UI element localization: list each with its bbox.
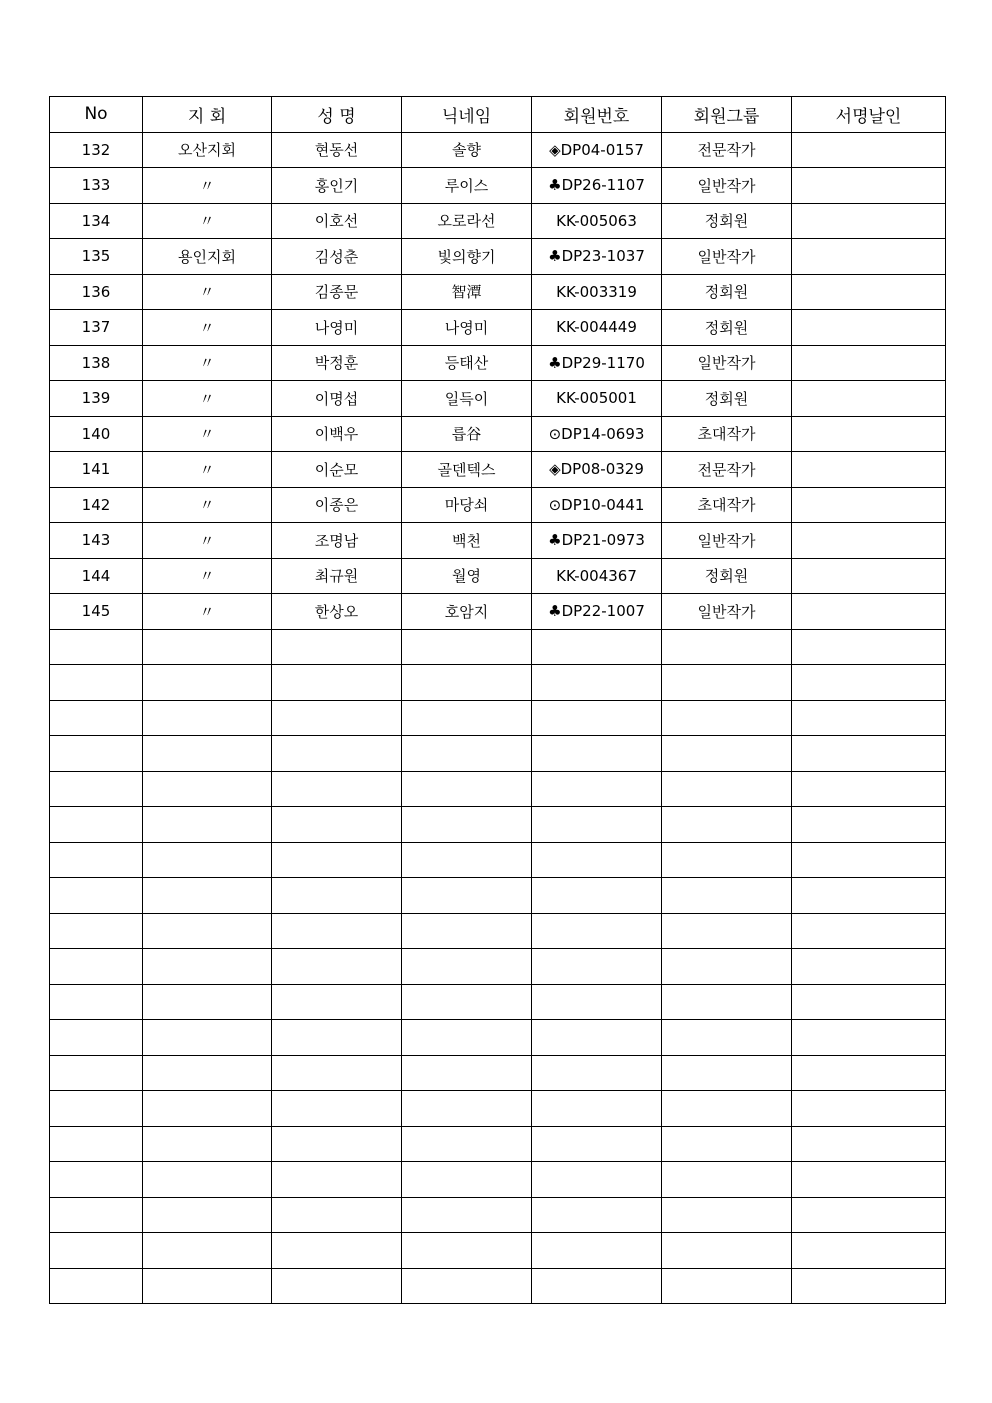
cell-nickname: 智潭: [402, 274, 532, 310]
cell-member-group: [662, 949, 792, 985]
cell-member-group: 정회원: [662, 203, 792, 239]
cell-member-group: [662, 913, 792, 949]
cell-branch: [143, 842, 272, 878]
table-row: [50, 771, 946, 807]
cell-member-id: [532, 984, 662, 1020]
cell-name: [272, 700, 402, 736]
cell-nickname: [402, 736, 532, 772]
cell-branch: 오산지회: [143, 132, 272, 168]
cell-member-group: [662, 1126, 792, 1162]
cell-member-id: ♣DP22-1007: [532, 594, 662, 630]
table-row: [50, 523, 946, 559]
cell-signature: [792, 700, 946, 736]
cell-nickname: [402, 665, 532, 701]
cell-branch: 〃: [143, 168, 272, 204]
cell-nickname: 빛의향기: [402, 239, 532, 275]
header-member-group: 회원그룹: [662, 97, 792, 133]
table-row: [50, 168, 946, 204]
cell-name: 이순모: [272, 452, 402, 488]
cell-nickname: [402, 1162, 532, 1198]
cell-nickname: [402, 1091, 532, 1127]
cell-member-group: [662, 700, 792, 736]
cell-branch: [143, 700, 272, 736]
cell-signature: [792, 523, 946, 559]
cell-branch: 〃: [143, 487, 272, 523]
cell-member-id: KK-005001: [532, 381, 662, 417]
header-nickname: 닉네임: [402, 97, 532, 133]
cell-no: [50, 807, 143, 843]
cell-branch: 〃: [143, 274, 272, 310]
cell-no: [50, 629, 143, 665]
cell-nickname: 일득이: [402, 381, 532, 417]
cell-member-id: [532, 949, 662, 985]
cell-member-group: [662, 1091, 792, 1127]
cell-member-id: KK-004367: [532, 558, 662, 594]
cell-nickname: 호암지: [402, 594, 532, 630]
cell-nickname: [402, 913, 532, 949]
table-row: [50, 807, 946, 843]
cell-member-group: [662, 1233, 792, 1269]
cell-nickname: [402, 771, 532, 807]
cell-signature: [792, 842, 946, 878]
cell-member-group: [662, 771, 792, 807]
table-row: [50, 452, 946, 488]
table-row: [50, 345, 946, 381]
cell-signature: [792, 274, 946, 310]
cell-name: [272, 771, 402, 807]
cell-no: 137: [50, 310, 143, 346]
cell-member-id: [532, 807, 662, 843]
cell-branch: [143, 736, 272, 772]
cell-nickname: 솔향: [402, 132, 532, 168]
cell-signature: [792, 203, 946, 239]
header-row: [50, 97, 946, 133]
cell-member-id: [532, 1233, 662, 1269]
cell-member-id: [532, 913, 662, 949]
cell-branch: [143, 1091, 272, 1127]
cell-nickname: [402, 949, 532, 985]
cell-member-id: [532, 665, 662, 701]
cell-signature: [792, 1055, 946, 1091]
cell-no: [50, 1055, 143, 1091]
cell-signature: [792, 168, 946, 204]
cell-member-group: 정회원: [662, 274, 792, 310]
cell-member-id: [532, 1020, 662, 1056]
cell-branch: 〃: [143, 381, 272, 417]
cell-branch: [143, 1268, 272, 1304]
cell-member-id: [532, 842, 662, 878]
table-row: [50, 558, 946, 594]
cell-name: 김종문: [272, 274, 402, 310]
cell-branch: 〃: [143, 452, 272, 488]
cell-signature: [792, 381, 946, 417]
cell-signature: [792, 665, 946, 701]
cell-name: [272, 842, 402, 878]
cell-member-group: [662, 842, 792, 878]
cell-nickname: [402, 700, 532, 736]
cell-branch: 〃: [143, 523, 272, 559]
cell-nickname: [402, 842, 532, 878]
cell-nickname: 월영: [402, 558, 532, 594]
cell-branch: [143, 1197, 272, 1233]
cell-signature: [792, 558, 946, 594]
cell-name: 홍인기: [272, 168, 402, 204]
cell-member-group: 일반작가: [662, 523, 792, 559]
cell-member-id: [532, 771, 662, 807]
cell-signature: [792, 310, 946, 346]
cell-nickname: [402, 629, 532, 665]
cell-no: [50, 1268, 143, 1304]
cell-no: [50, 736, 143, 772]
cell-signature: [792, 807, 946, 843]
cell-signature: [792, 1020, 946, 1056]
cell-member-group: [662, 1268, 792, 1304]
cell-member-id: ♣DP21-0973: [532, 523, 662, 559]
cell-no: 141: [50, 452, 143, 488]
cell-branch: [143, 878, 272, 914]
cell-branch: [143, 949, 272, 985]
cell-no: [50, 878, 143, 914]
cell-branch: 〃: [143, 345, 272, 381]
cell-nickname: 백천: [402, 523, 532, 559]
cell-no: 144: [50, 558, 143, 594]
cell-signature: [792, 878, 946, 914]
cell-member-id: ⊙DP14-0693: [532, 416, 662, 452]
cell-branch: 〃: [143, 416, 272, 452]
cell-name: [272, 1055, 402, 1091]
cell-branch: [143, 1055, 272, 1091]
table-row: [50, 700, 946, 736]
cell-nickname: 릅谷: [402, 416, 532, 452]
cell-member-group: 일반작가: [662, 168, 792, 204]
cell-branch: [143, 1162, 272, 1198]
cell-nickname: 골덴텍스: [402, 452, 532, 488]
cell-signature: [792, 345, 946, 381]
table-row: [50, 1268, 946, 1304]
cell-name: 최규원: [272, 558, 402, 594]
cell-name: [272, 984, 402, 1020]
cell-name: [272, 1091, 402, 1127]
cell-member-id: ◈DP04-0157: [532, 132, 662, 168]
cell-branch: [143, 1126, 272, 1162]
cell-signature: [792, 132, 946, 168]
cell-signature: [792, 1268, 946, 1304]
member-roster-table: [49, 96, 946, 1304]
cell-member-group: [662, 1020, 792, 1056]
cell-nickname: [402, 1197, 532, 1233]
table-row: [50, 594, 946, 630]
cell-member-group: 전문작가: [662, 452, 792, 488]
cell-nickname: 루이스: [402, 168, 532, 204]
cell-member-id: [532, 1091, 662, 1127]
table-row: [50, 1162, 946, 1198]
cell-branch: 용인지회: [143, 239, 272, 275]
cell-member-id: ◈DP08-0329: [532, 452, 662, 488]
cell-signature: [792, 736, 946, 772]
cell-nickname: [402, 878, 532, 914]
cell-nickname: [402, 1055, 532, 1091]
cell-member-id: ⊙DP10-0441: [532, 487, 662, 523]
cell-member-group: [662, 807, 792, 843]
cell-member-id: [532, 1197, 662, 1233]
cell-name: [272, 736, 402, 772]
cell-member-id: [532, 700, 662, 736]
cell-member-id: [532, 1055, 662, 1091]
cell-no: 142: [50, 487, 143, 523]
cell-name: [272, 1268, 402, 1304]
cell-branch: [143, 1233, 272, 1269]
cell-signature: [792, 984, 946, 1020]
cell-member-group: [662, 1197, 792, 1233]
table-row: [50, 1091, 946, 1127]
cell-nickname: [402, 807, 532, 843]
cell-name: [272, 913, 402, 949]
cell-name: [272, 1020, 402, 1056]
cell-member-group: 일반작가: [662, 239, 792, 275]
cell-member-group: 전문작가: [662, 132, 792, 168]
cell-nickname: 마당쇠: [402, 487, 532, 523]
cell-member-id: KK-003319: [532, 274, 662, 310]
cell-no: [50, 1162, 143, 1198]
cell-name: 조명남: [272, 523, 402, 559]
table-row: [50, 416, 946, 452]
cell-branch: [143, 665, 272, 701]
cell-signature: [792, 629, 946, 665]
cell-name: [272, 665, 402, 701]
cell-signature: [792, 913, 946, 949]
cell-signature: [792, 1126, 946, 1162]
cell-member-group: [662, 1162, 792, 1198]
table-row: [50, 984, 946, 1020]
header-name: 성 명: [272, 97, 402, 133]
table-row: [50, 381, 946, 417]
cell-no: 138: [50, 345, 143, 381]
cell-branch: [143, 1020, 272, 1056]
cell-name: 한상오: [272, 594, 402, 630]
cell-branch: 〃: [143, 310, 272, 346]
table-row: [50, 310, 946, 346]
cell-member-id: [532, 736, 662, 772]
cell-signature: [792, 594, 946, 630]
cell-member-id: [532, 629, 662, 665]
cell-signature: [792, 1233, 946, 1269]
cell-branch: [143, 807, 272, 843]
cell-no: [50, 1126, 143, 1162]
roster-body: [50, 132, 946, 1304]
table-row: [50, 1233, 946, 1269]
cell-no: [50, 913, 143, 949]
cell-branch: [143, 984, 272, 1020]
cell-member-group: [662, 665, 792, 701]
cell-nickname: [402, 1126, 532, 1162]
header-no: No: [50, 97, 143, 133]
cell-signature: [792, 416, 946, 452]
cell-branch: 〃: [143, 594, 272, 630]
cell-member-id: [532, 1268, 662, 1304]
cell-no: 133: [50, 168, 143, 204]
cell-name: [272, 949, 402, 985]
cell-nickname: [402, 984, 532, 1020]
cell-signature: [792, 771, 946, 807]
table-row: [50, 665, 946, 701]
cell-name: 이호선: [272, 203, 402, 239]
cell-signature: [792, 452, 946, 488]
cell-name: [272, 1233, 402, 1269]
cell-branch: [143, 913, 272, 949]
table-row: [50, 239, 946, 275]
cell-no: [50, 665, 143, 701]
header-branch: 지 회: [143, 97, 272, 133]
table-row: [50, 1126, 946, 1162]
cell-name: 이명섭: [272, 381, 402, 417]
cell-signature: [792, 1197, 946, 1233]
cell-member-id: [532, 1126, 662, 1162]
cell-no: [50, 949, 143, 985]
table-row: [50, 203, 946, 239]
cell-branch: 〃: [143, 558, 272, 594]
cell-no: 132: [50, 132, 143, 168]
cell-no: [50, 1233, 143, 1269]
cell-name: 현동선: [272, 132, 402, 168]
cell-member-group: 초대작가: [662, 487, 792, 523]
cell-no: [50, 700, 143, 736]
cell-member-id: [532, 1162, 662, 1198]
cell-member-group: 일반작가: [662, 594, 792, 630]
cell-name: 이종은: [272, 487, 402, 523]
cell-member-group: 정회원: [662, 558, 792, 594]
cell-member-group: 일반작가: [662, 345, 792, 381]
cell-no: [50, 984, 143, 1020]
cell-nickname: 등태산: [402, 345, 532, 381]
cell-branch: [143, 771, 272, 807]
cell-no: 136: [50, 274, 143, 310]
cell-member-id: ♣DP26-1107: [532, 168, 662, 204]
cell-name: [272, 1126, 402, 1162]
cell-signature: [792, 949, 946, 985]
table-row: [50, 1197, 946, 1233]
cell-no: 145: [50, 594, 143, 630]
cell-member-id: [532, 878, 662, 914]
cell-signature: [792, 487, 946, 523]
header-member-id: 회원번호: [532, 97, 662, 133]
cell-signature: [792, 1162, 946, 1198]
cell-no: [50, 1020, 143, 1056]
cell-name: 나영미: [272, 310, 402, 346]
cell-nickname: 나영미: [402, 310, 532, 346]
cell-no: 134: [50, 203, 143, 239]
table-row: [50, 629, 946, 665]
cell-no: [50, 842, 143, 878]
table-row: [50, 736, 946, 772]
cell-name: [272, 629, 402, 665]
cell-name: 박정훈: [272, 345, 402, 381]
cell-no: [50, 1197, 143, 1233]
table-row: [50, 274, 946, 310]
cell-member-group: [662, 736, 792, 772]
cell-signature: [792, 1091, 946, 1127]
cell-member-group: [662, 984, 792, 1020]
cell-no: 143: [50, 523, 143, 559]
cell-no: 139: [50, 381, 143, 417]
cell-member-id: KK-004449: [532, 310, 662, 346]
cell-nickname: [402, 1020, 532, 1056]
cell-signature: [792, 239, 946, 275]
cell-member-id: ♣DP29-1170: [532, 345, 662, 381]
cell-name: [272, 878, 402, 914]
cell-nickname: [402, 1233, 532, 1269]
cell-member-id: KK-005063: [532, 203, 662, 239]
cell-branch: [143, 629, 272, 665]
cell-no: [50, 771, 143, 807]
cell-no: [50, 1091, 143, 1127]
cell-member-group: 초대작가: [662, 416, 792, 452]
cell-no: 135: [50, 239, 143, 275]
header-signature: 서명날인: [792, 97, 946, 133]
cell-no: 140: [50, 416, 143, 452]
table-row: [50, 487, 946, 523]
cell-member-group: [662, 878, 792, 914]
cell-name: 이백우: [272, 416, 402, 452]
cell-name: [272, 1197, 402, 1233]
cell-member-group: [662, 629, 792, 665]
table-row: [50, 132, 946, 168]
cell-name: 김성춘: [272, 239, 402, 275]
cell-branch: 〃: [143, 203, 272, 239]
table-row: [50, 1020, 946, 1056]
cell-nickname: [402, 1268, 532, 1304]
table-row: [50, 842, 946, 878]
cell-member-group: 정회원: [662, 310, 792, 346]
cell-nickname: 오로라선: [402, 203, 532, 239]
cell-member-group: [662, 1055, 792, 1091]
table-row: [50, 949, 946, 985]
cell-member-group: 정회원: [662, 381, 792, 417]
table-row: [50, 878, 946, 914]
table-row: [50, 1055, 946, 1091]
cell-name: [272, 807, 402, 843]
cell-name: [272, 1162, 402, 1198]
cell-member-id: ♣DP23-1037: [532, 239, 662, 275]
table-row: [50, 913, 946, 949]
